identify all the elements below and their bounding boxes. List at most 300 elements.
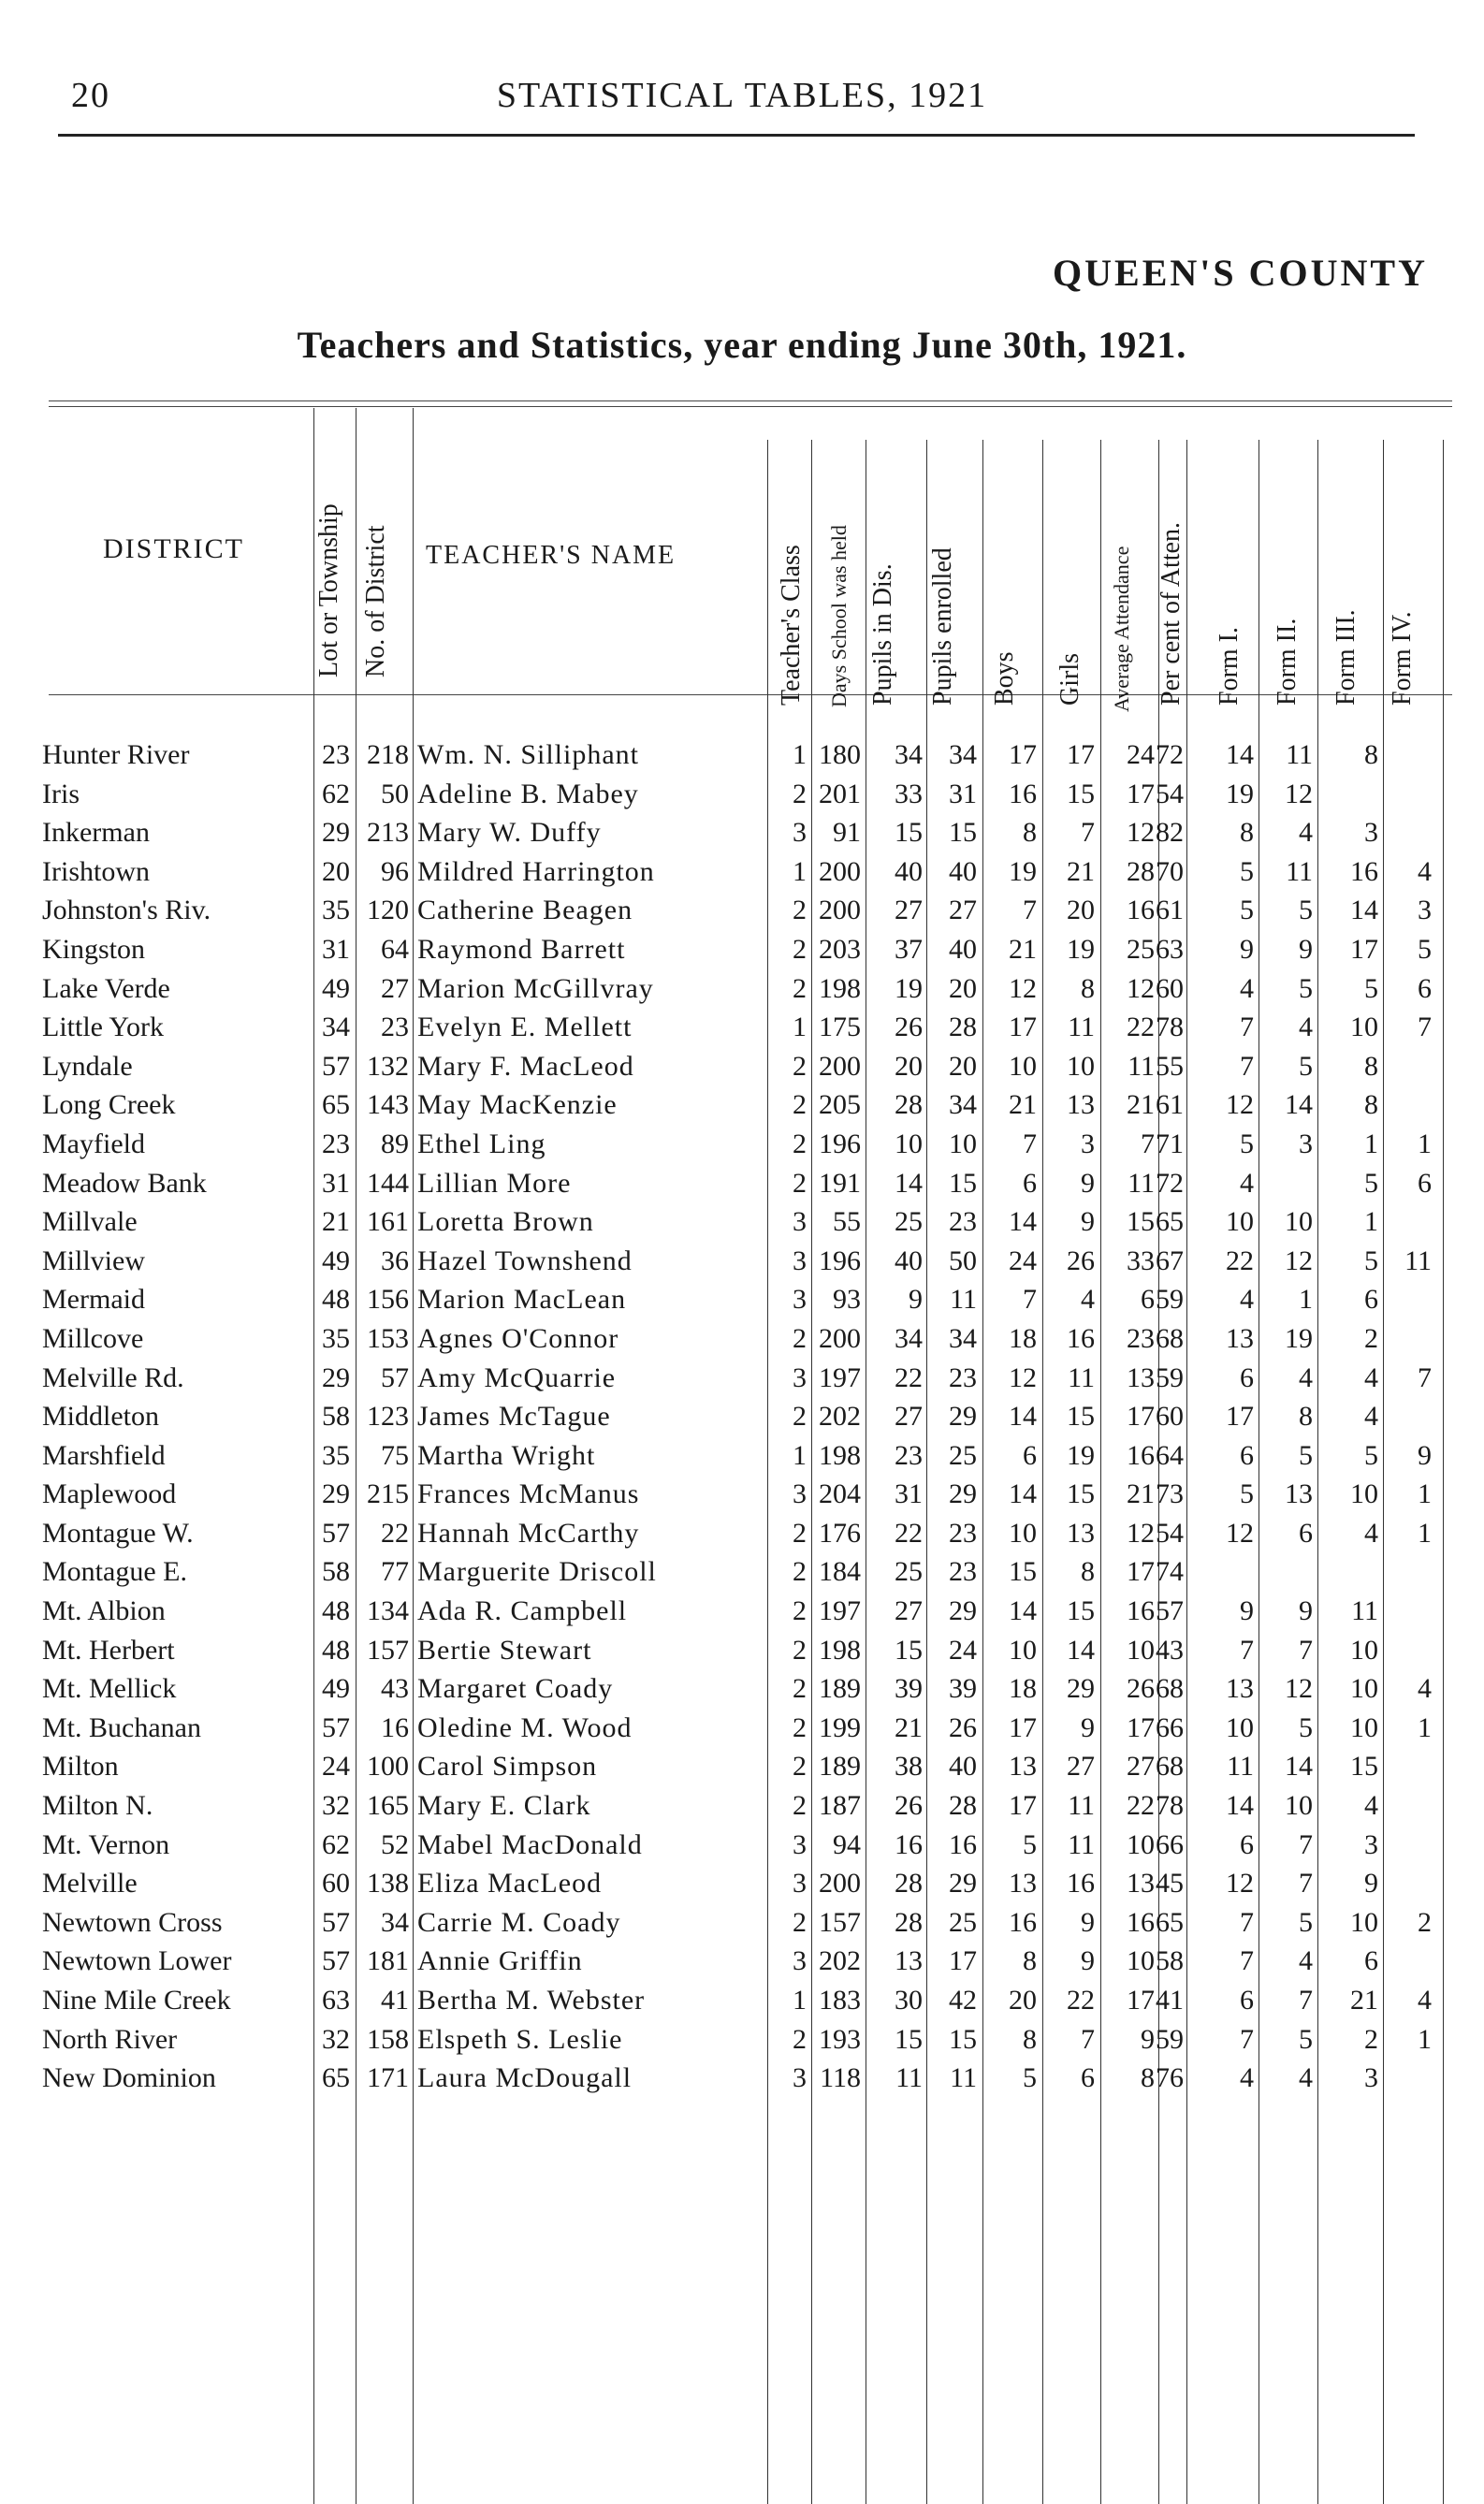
cell-days: 94 [833, 1828, 861, 1860]
cell-dis: 21 [895, 1711, 923, 1743]
cell-no: 36 [381, 1245, 409, 1276]
cell-enr: 16 [949, 1828, 977, 1860]
cell-dis: 25 [895, 1556, 923, 1588]
cell-lot: 29 [322, 1478, 350, 1510]
cell-f3: 8 [1364, 1050, 1378, 1082]
col-header-district: DISTRICT [103, 533, 244, 564]
teacher-name: Annie Griffin [417, 1945, 583, 1977]
cell-pct: 59 [1156, 2023, 1184, 2055]
cell-pct: 59 [1156, 1284, 1184, 1316]
cell-dis: 27 [895, 1595, 923, 1627]
cell-days: 184 [819, 1556, 861, 1588]
district-name: Montague W. [42, 1517, 194, 1549]
teacher-name: Loretta Brown [417, 1206, 594, 1238]
cell-boys: 14 [1009, 1401, 1037, 1433]
cell-boys: 12 [1009, 972, 1037, 1004]
district-name: Mt. Herbert [42, 1634, 175, 1666]
cell-f2: 12 [1285, 1245, 1313, 1276]
cell-dis: 19 [895, 972, 923, 1004]
cell-pct: 66 [1156, 1828, 1184, 1860]
cell-cls: 1 [793, 1012, 807, 1043]
cell-f2: 4 [1299, 2062, 1313, 2094]
col-header-form-1: Form I. [1215, 627, 1244, 706]
cell-days: 205 [819, 1089, 861, 1121]
cell-f1: 7 [1240, 1012, 1254, 1043]
cell-f3: 4 [1364, 1517, 1378, 1549]
cell-boys: 6 [1023, 1167, 1037, 1199]
cell-f3: 16 [1350, 855, 1378, 887]
table-body [0, 735, 1484, 2098]
cell-days: 197 [819, 1595, 861, 1627]
cell-f1: 9 [1240, 933, 1254, 965]
cell-enr: 23 [949, 1206, 977, 1238]
cell-lot: 58 [322, 1556, 350, 1588]
cell-f1: 8 [1240, 817, 1254, 849]
cell-avg: 27 [1127, 1751, 1155, 1783]
district-name: Mt. Albion [42, 1595, 166, 1627]
cell-no: 218 [367, 739, 409, 770]
cell-f2: 9 [1299, 933, 1313, 965]
cell-dis: 28 [895, 1089, 923, 1121]
cell-boys: 16 [1009, 1906, 1037, 1938]
cell-f1: 12 [1226, 1868, 1254, 1900]
col-header-pupils-dis: Pupils in Dis. [868, 563, 897, 706]
cell-cls: 3 [793, 2062, 807, 2094]
cell-pct: 61 [1156, 1089, 1184, 1121]
cell-no: 22 [381, 1517, 409, 1549]
col-header-enrolled: Pupils enrolled [928, 547, 957, 706]
table-row [0, 1125, 1484, 1164]
cell-girls: 15 [1067, 1478, 1095, 1510]
district-name: Montague E. [42, 1556, 187, 1588]
cell-f1: 6 [1240, 1828, 1254, 1860]
district-name: Mt. Buchanan [42, 1711, 201, 1743]
cell-days: 191 [819, 1167, 861, 1199]
table-row [0, 1709, 1484, 1748]
cell-cls: 2 [793, 1634, 807, 1666]
district-name: Milton [42, 1751, 119, 1783]
cell-avg: 17 [1127, 1711, 1155, 1743]
cell-f1: 4 [1240, 2062, 1254, 2094]
cell-girls: 3 [1081, 1128, 1095, 1159]
cell-pct: 68 [1156, 1673, 1184, 1705]
cell-pct: 67 [1156, 1245, 1184, 1276]
cell-f2: 5 [1299, 895, 1313, 926]
table-top-rule [49, 400, 1452, 401]
cell-girls: 15 [1067, 778, 1095, 809]
cell-boys: 21 [1009, 933, 1037, 965]
cell-pct: 54 [1156, 778, 1184, 809]
cell-f1: 14 [1226, 739, 1254, 770]
cell-girls: 9 [1081, 1711, 1095, 1743]
cell-lot: 20 [322, 855, 350, 887]
cell-f3: 2 [1364, 2023, 1378, 2055]
cell-pct: 64 [1156, 1439, 1184, 1471]
cell-boys: 8 [1023, 1945, 1037, 1977]
cell-days: 55 [833, 1206, 861, 1238]
cell-cls: 2 [793, 2023, 807, 2055]
cell-no: 34 [381, 1906, 409, 1938]
cell-avg: 8 [1141, 2062, 1155, 2094]
cell-f3: 10 [1350, 1012, 1378, 1043]
table-row [0, 2020, 1484, 2060]
cell-lot: 57 [322, 1050, 350, 1082]
cell-avg: 17 [1127, 1556, 1155, 1588]
cell-f3: 6 [1364, 1945, 1378, 1977]
cell-cls: 2 [793, 1595, 807, 1627]
cell-f3: 14 [1350, 895, 1378, 926]
cell-girls: 16 [1067, 1322, 1095, 1354]
cell-girls: 11 [1068, 1790, 1095, 1822]
district-name: Newtown Lower [42, 1945, 232, 1977]
cell-girls: 21 [1067, 855, 1095, 887]
cell-f4: 1 [1418, 1517, 1432, 1549]
cell-avg: 6 [1141, 1284, 1155, 1316]
cell-dis: 39 [895, 1673, 923, 1705]
cell-avg: 9 [1141, 2023, 1155, 2055]
cell-lot: 29 [322, 1361, 350, 1393]
cell-dis: 28 [895, 1906, 923, 1938]
cell-dis: 11 [895, 2062, 923, 2094]
cell-pct: 57 [1156, 1595, 1184, 1627]
cell-f1: 13 [1226, 1673, 1254, 1705]
cell-f1: 11 [1227, 1751, 1254, 1783]
cell-f2: 5 [1299, 1439, 1313, 1471]
cell-lot: 35 [322, 895, 350, 926]
col-header-class: Teacher's Class [777, 545, 806, 706]
cell-days: 189 [819, 1673, 861, 1705]
cell-girls: 22 [1067, 1985, 1095, 2016]
cell-no: 41 [381, 1985, 409, 2016]
cell-f3: 3 [1364, 1828, 1378, 1860]
cell-cls: 3 [793, 1206, 807, 1238]
cell-no: 171 [367, 2062, 409, 2094]
district-name: Kingston [42, 933, 146, 965]
cell-pct: 73 [1156, 1478, 1184, 1510]
col-header-girls: Girls [1055, 653, 1084, 706]
cell-cls: 2 [793, 1751, 807, 1783]
district-name: Johnston's Riv. [42, 895, 211, 926]
cell-f4: 5 [1418, 933, 1432, 965]
cell-f1: 7 [1240, 1906, 1254, 1938]
cell-lot: 49 [322, 1245, 350, 1276]
cell-lot: 57 [322, 1711, 350, 1743]
cell-enr: 11 [950, 1284, 977, 1316]
cell-pct: 66 [1156, 1711, 1184, 1743]
cell-lot: 48 [322, 1595, 350, 1627]
cell-girls: 10 [1067, 1050, 1095, 1082]
cell-no: 157 [367, 1634, 409, 1666]
cell-avg: 16 [1127, 1906, 1155, 1938]
cell-lot: 63 [322, 1985, 350, 2016]
table-row [0, 775, 1484, 814]
cell-f3: 4 [1364, 1361, 1378, 1393]
cell-boys: 21 [1009, 1089, 1037, 1121]
cell-pct: 68 [1156, 1322, 1184, 1354]
cell-no: 134 [367, 1595, 409, 1627]
cell-no: 156 [367, 1284, 409, 1316]
teacher-name: Bertie Stewart [417, 1634, 592, 1666]
cell-f3: 10 [1350, 1478, 1378, 1510]
cell-girls: 7 [1081, 2023, 1095, 2055]
cell-pct: 78 [1156, 1012, 1184, 1043]
teacher-name: Bertha M. Webster [417, 1985, 646, 2016]
cell-f1: 6 [1240, 1439, 1254, 1471]
cell-avg: 16 [1127, 895, 1155, 926]
cell-f4: 3 [1418, 895, 1432, 926]
cell-days: 202 [819, 1401, 861, 1433]
cell-days: 202 [819, 1945, 861, 1977]
cell-enr: 23 [949, 1361, 977, 1393]
cell-f1: 5 [1240, 1128, 1254, 1159]
district-name: Marshfield [42, 1439, 166, 1471]
cell-dis: 40 [895, 1245, 923, 1276]
cell-f1: 4 [1240, 972, 1254, 1004]
cell-f4: 4 [1418, 1673, 1432, 1705]
teacher-name: Amy McQuarrie [417, 1361, 617, 1393]
cell-boys: 10 [1009, 1634, 1037, 1666]
cell-pct: 60 [1156, 1401, 1184, 1433]
cell-f2: 7 [1299, 1828, 1313, 1860]
table-row [0, 852, 1484, 892]
table-row [0, 969, 1484, 1009]
district-name: Maplewood [42, 1478, 177, 1510]
col-header-average-attendance: Average Attendance [1110, 546, 1133, 712]
cell-f3: 11 [1351, 1595, 1378, 1627]
cell-cls: 3 [793, 817, 807, 849]
cell-cls: 2 [793, 972, 807, 1004]
cell-no: 161 [367, 1206, 409, 1238]
cell-f2: 14 [1285, 1751, 1313, 1783]
cell-dis: 15 [895, 1634, 923, 1666]
cell-boys: 12 [1009, 1361, 1037, 1393]
cell-cls: 3 [793, 1868, 807, 1900]
cell-f1: 6 [1240, 1985, 1254, 2016]
cell-enr: 15 [949, 1167, 977, 1199]
table-row [0, 1747, 1484, 1786]
cell-dis: 15 [895, 2023, 923, 2055]
cell-enr: 29 [949, 1868, 977, 1900]
cell-f4: 7 [1418, 1012, 1432, 1043]
cell-pct: 68 [1156, 1751, 1184, 1783]
cell-f1: 4 [1240, 1284, 1254, 1316]
cell-boys: 14 [1009, 1595, 1037, 1627]
cell-f1: 19 [1226, 778, 1254, 809]
running-title: STATISTICAL TABLES, 1921 [496, 76, 988, 115]
cell-dis: 22 [895, 1361, 923, 1393]
teacher-name: May MacKenzie [417, 1089, 618, 1121]
cell-f2: 12 [1285, 1673, 1313, 1705]
table-row [0, 1475, 1484, 1514]
cell-days: 197 [819, 1361, 861, 1393]
cell-no: 165 [367, 1790, 409, 1822]
cell-pct: 54 [1156, 1517, 1184, 1549]
cell-boys: 6 [1023, 1439, 1037, 1471]
cell-days: 118 [820, 2062, 861, 2094]
cell-pct: 71 [1156, 1128, 1184, 1159]
col-header-boys: Boys [990, 651, 1019, 706]
cell-lot: 58 [322, 1401, 350, 1433]
cell-enr: 50 [949, 1245, 977, 1276]
cell-enr: 17 [949, 1945, 977, 1977]
col-header-teacher: TEACHER'S NAME [426, 541, 677, 570]
cell-avg: 11 [1128, 1167, 1155, 1199]
cell-avg: 21 [1127, 1089, 1155, 1121]
cell-cls: 2 [793, 1050, 807, 1082]
cell-f2: 5 [1299, 972, 1313, 1004]
cell-pct: 55 [1156, 1050, 1184, 1082]
cell-f2: 7 [1299, 1868, 1313, 1900]
cell-dis: 15 [895, 817, 923, 849]
cell-days: 200 [819, 1868, 861, 1900]
cell-f2: 5 [1299, 2023, 1313, 2055]
col-header-days: Days School was held [827, 525, 851, 707]
cell-lot: 35 [322, 1322, 350, 1354]
district-name: Iris [42, 778, 80, 809]
cell-girls: 9 [1081, 1945, 1095, 1977]
cell-boys: 13 [1009, 1868, 1037, 1900]
cell-avg: 11 [1128, 1050, 1155, 1082]
col-header-form-3: Form III. [1331, 609, 1360, 706]
teacher-name: Mary E. Clark [417, 1790, 591, 1822]
table-row [0, 1669, 1484, 1709]
cell-boys: 18 [1009, 1673, 1037, 1705]
cell-cls: 2 [793, 933, 807, 965]
cell-f1: 7 [1240, 1050, 1254, 1082]
cell-f1: 4 [1240, 1167, 1254, 1199]
cell-days: 200 [819, 1050, 861, 1082]
table-row [0, 1942, 1484, 1981]
table-row [0, 1981, 1484, 2020]
cell-enr: 40 [949, 933, 977, 965]
cell-boys: 15 [1009, 1556, 1037, 1588]
cell-no: 123 [367, 1401, 409, 1433]
teacher-name: Raymond Barrett [417, 933, 626, 965]
cell-no: 132 [367, 1050, 409, 1082]
cell-days: 180 [819, 739, 861, 770]
cell-boys: 5 [1023, 2062, 1037, 2094]
teacher-name: Adeline B. Mabey [417, 778, 639, 809]
cell-pct: 59 [1156, 1361, 1184, 1393]
cell-f3: 5 [1364, 1167, 1378, 1199]
cell-f2: 4 [1299, 1945, 1313, 1977]
teacher-name: Hazel Townshend [417, 1245, 633, 1276]
cell-f3: 10 [1350, 1673, 1378, 1705]
district-name: Milton N. [42, 1790, 153, 1822]
cell-f3: 3 [1364, 2062, 1378, 2094]
cell-boys: 8 [1023, 2023, 1037, 2055]
table-row [0, 1008, 1484, 1047]
cell-avg: 12 [1127, 817, 1155, 849]
cell-girls: 19 [1067, 933, 1095, 965]
cell-no: 120 [367, 895, 409, 926]
cell-f4: 6 [1418, 972, 1432, 1004]
cell-f2: 19 [1285, 1322, 1313, 1354]
teacher-name: Elspeth S. Leslie [417, 2023, 623, 2055]
cell-days: 175 [819, 1012, 861, 1043]
teacher-name: Frances McManus [417, 1478, 640, 1510]
cell-avg: 21 [1127, 1478, 1155, 1510]
cell-f4: 4 [1418, 855, 1432, 887]
cell-no: 144 [367, 1167, 409, 1199]
cell-dis: 27 [895, 895, 923, 926]
cell-cls: 2 [793, 778, 807, 809]
cell-f4: 1 [1418, 1478, 1432, 1510]
cell-avg: 10 [1127, 1828, 1155, 1860]
cell-f2: 9 [1299, 1595, 1313, 1627]
cell-cls: 3 [793, 1245, 807, 1276]
cell-avg: 33 [1127, 1245, 1155, 1276]
cell-avg: 22 [1127, 1012, 1155, 1043]
cell-dis: 16 [895, 1828, 923, 1860]
cell-pct: 65 [1156, 1906, 1184, 1938]
cell-f3: 1 [1364, 1206, 1378, 1238]
table-row [0, 813, 1484, 852]
teacher-name: Marguerite Driscoll [417, 1556, 657, 1588]
cell-boys: 17 [1009, 739, 1037, 770]
cell-boys: 10 [1009, 1517, 1037, 1549]
table-row [0, 1903, 1484, 1943]
cell-pct: 78 [1156, 1790, 1184, 1822]
cell-girls: 7 [1081, 817, 1095, 849]
header-rule [58, 134, 1415, 137]
cell-f1: 22 [1226, 1245, 1254, 1276]
teacher-name: Mary W. Duffy [417, 817, 602, 849]
cell-no: 143 [367, 1089, 409, 1121]
cell-enr: 29 [949, 1401, 977, 1433]
cell-f4: 1 [1418, 1711, 1432, 1743]
table-row [0, 1085, 1484, 1125]
table-row [0, 1552, 1484, 1592]
cell-avg: 7 [1141, 1128, 1155, 1159]
cell-girls: 16 [1067, 1868, 1095, 1900]
cell-days: 201 [819, 778, 861, 809]
cell-enr: 34 [949, 1322, 977, 1354]
cell-avg: 16 [1127, 1439, 1155, 1471]
cell-f3: 5 [1364, 972, 1378, 1004]
cell-f2: 7 [1299, 1634, 1313, 1666]
cell-cls: 2 [793, 1167, 807, 1199]
district-name: Nine Mile Creek [42, 1985, 231, 2016]
cell-girls: 29 [1067, 1673, 1095, 1705]
table-row [0, 930, 1484, 969]
teacher-name: Wm. N. Silliphant [417, 739, 639, 770]
page-number: 20 [71, 76, 110, 115]
cell-dis: 27 [895, 1401, 923, 1433]
cell-girls: 11 [1068, 1828, 1095, 1860]
table-row [0, 891, 1484, 930]
cell-pct: 70 [1156, 855, 1184, 887]
table-row [0, 1202, 1484, 1242]
cell-f3: 8 [1364, 1089, 1378, 1121]
cell-enr: 29 [949, 1595, 977, 1627]
teacher-name: Lillian More [417, 1167, 572, 1199]
cell-enr: 29 [949, 1478, 977, 1510]
teacher-name: Martha Wright [417, 1439, 596, 1471]
cell-enr: 34 [949, 739, 977, 770]
cell-pct: 65 [1156, 1206, 1184, 1238]
table-row [0, 1397, 1484, 1436]
cell-enr: 26 [949, 1711, 977, 1743]
table-row [0, 1164, 1484, 1203]
table-row [0, 1864, 1484, 1903]
cell-girls: 11 [1068, 1012, 1095, 1043]
cell-dis: 22 [895, 1517, 923, 1549]
cell-pct: 72 [1156, 1167, 1184, 1199]
cell-enr: 27 [949, 895, 977, 926]
cell-dis: 13 [895, 1945, 923, 1977]
district-name: Inkerman [42, 817, 150, 849]
